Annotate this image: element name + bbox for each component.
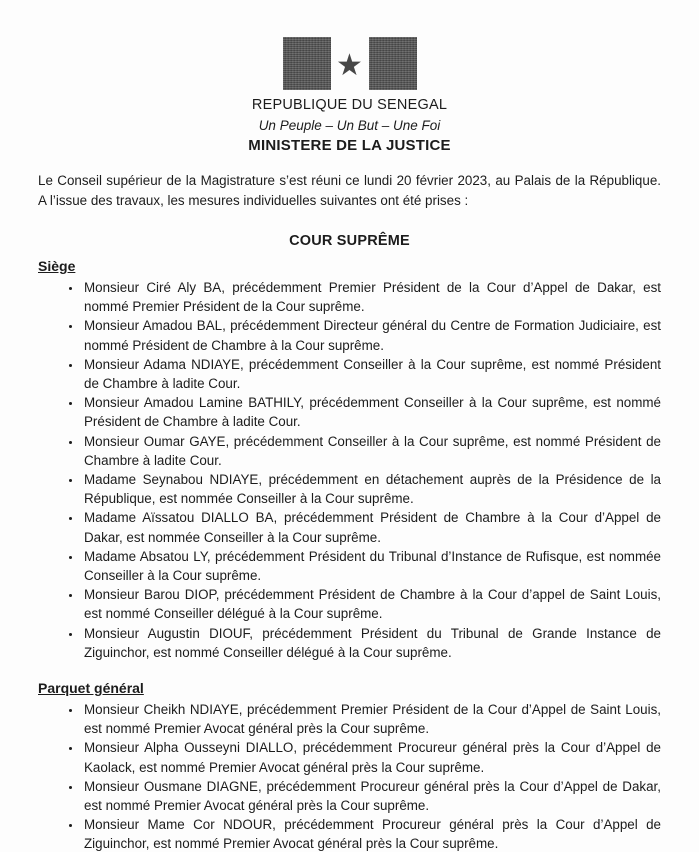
republic-title: REPUBLIQUE DU SENEGAL	[251, 97, 448, 113]
flag-right-band	[369, 37, 417, 90]
appointment-item: • Madame Seynabou NDIAYE, précédemment en détachement auprès de la Présidence de la République, est nommée Conseiller à la Cour suprême.	[82, 470, 661, 508]
appointment-item: • Monsieur Adama NDIAYE, précédemment Conseiller à la Cour suprême, est nommé Président de Chambre à ladite Cour.	[82, 355, 661, 393]
appointment-item: • Monsieur Ciré Aly BA, précédemment Premier Président de la Cour d’Appel de Dakar, est nommé Premier Président de la Cour suprême.	[82, 278, 661, 316]
flag-left-band	[283, 37, 331, 90]
senegal-flag	[38, 37, 661, 90]
appointment-item: • Madame Aïssatou DIALLO BA, précédemment Président de Chambre à la Cour d’Appel de Dakar, est nommée Conseiller à la Cour suprême.	[82, 508, 661, 546]
appointment-item: • Monsieur Cheikh NDIAYE, précédemment Premier Président de la Cour d’Appel de Saint Louis, est nommé Premier Avocat général près la Cour suprême.	[82, 700, 661, 738]
appointment-item: • Monsieur Amadou BAL, précédemment Directeur général du Centre de Formation Judiciaire, est nommé Président de Chambre à la Cour suprême.	[82, 316, 661, 354]
appointment-item: • Monsieur Alpha Ousseyni DIALLO, précédemment Procureur général près la Cour d’Appel de Kaolack, est nommé Premier Avocat général près la Cour suprême.	[82, 738, 661, 776]
section-heading-parquet-general: Parquet général	[38, 680, 144, 697]
national-motto: Un Peuple – Un But – Une Foi	[258, 118, 441, 133]
appointment-item: • Madame Absatou LY, précédemment Président du Tribunal d’Instance de Rufisque, est nommée Conseiller à la Cour suprême.	[82, 547, 661, 585]
appointment-item: • Monsieur Ousmane DIAGNE, précédemment Procureur général près la Cour d’Appel de Dakar, est nommé Premier Avocat général près la Cour suprême.	[82, 777, 661, 815]
flag-star-icon: ★	[336, 49, 363, 82]
siege-appointment-list	[38, 278, 661, 662]
appointment-item: • Monsieur Augustin DIOUF, précédemment Président du Tribunal de Grande Instance de Ziguinchor, est nommé Conseiller délégué à la Cour suprême.	[82, 624, 661, 662]
appointment-item: • Monsieur Mame Cor NDOUR, précédemment Procureur général près la Cour d’Appel de Ziguinchor, est nommé Premier Avocat général près la Cour suprême.	[82, 815, 661, 852]
ministry-title: MINISTERE DE LA JUSTICE	[248, 137, 451, 154]
appointment-item: • Monsieur Oumar GAYE, précédemment Conseiller à la Cour suprême, est nommé Président de Chambre à ladite Cour.	[82, 432, 661, 470]
intro-paragraph: Le Conseil supérieur de la Magistrature s’est réuni ce lundi 20 février 2023, au Palais de la République. A l’issue des travaux, les mesures individuelles suivantes ont été prises :	[38, 173, 661, 208]
appointment-item: • Monsieur Barou DIOP, précédemment Président de Chambre à la Cour d’appel de Saint Louis, est nommé Conseiller délégué à la Cour suprême.	[82, 585, 661, 623]
appointment-item: • Monsieur Amadou Lamine BATHILY, précédemment Conseiller à la Cour suprême, est nommé Président de Chambre à ladite Cour.	[82, 393, 661, 431]
parquet-appointment-list	[38, 700, 661, 852]
section-heading-siege: Siège	[38, 258, 76, 274]
court-supreme-title: COUR SUPRÊME	[289, 233, 410, 249]
